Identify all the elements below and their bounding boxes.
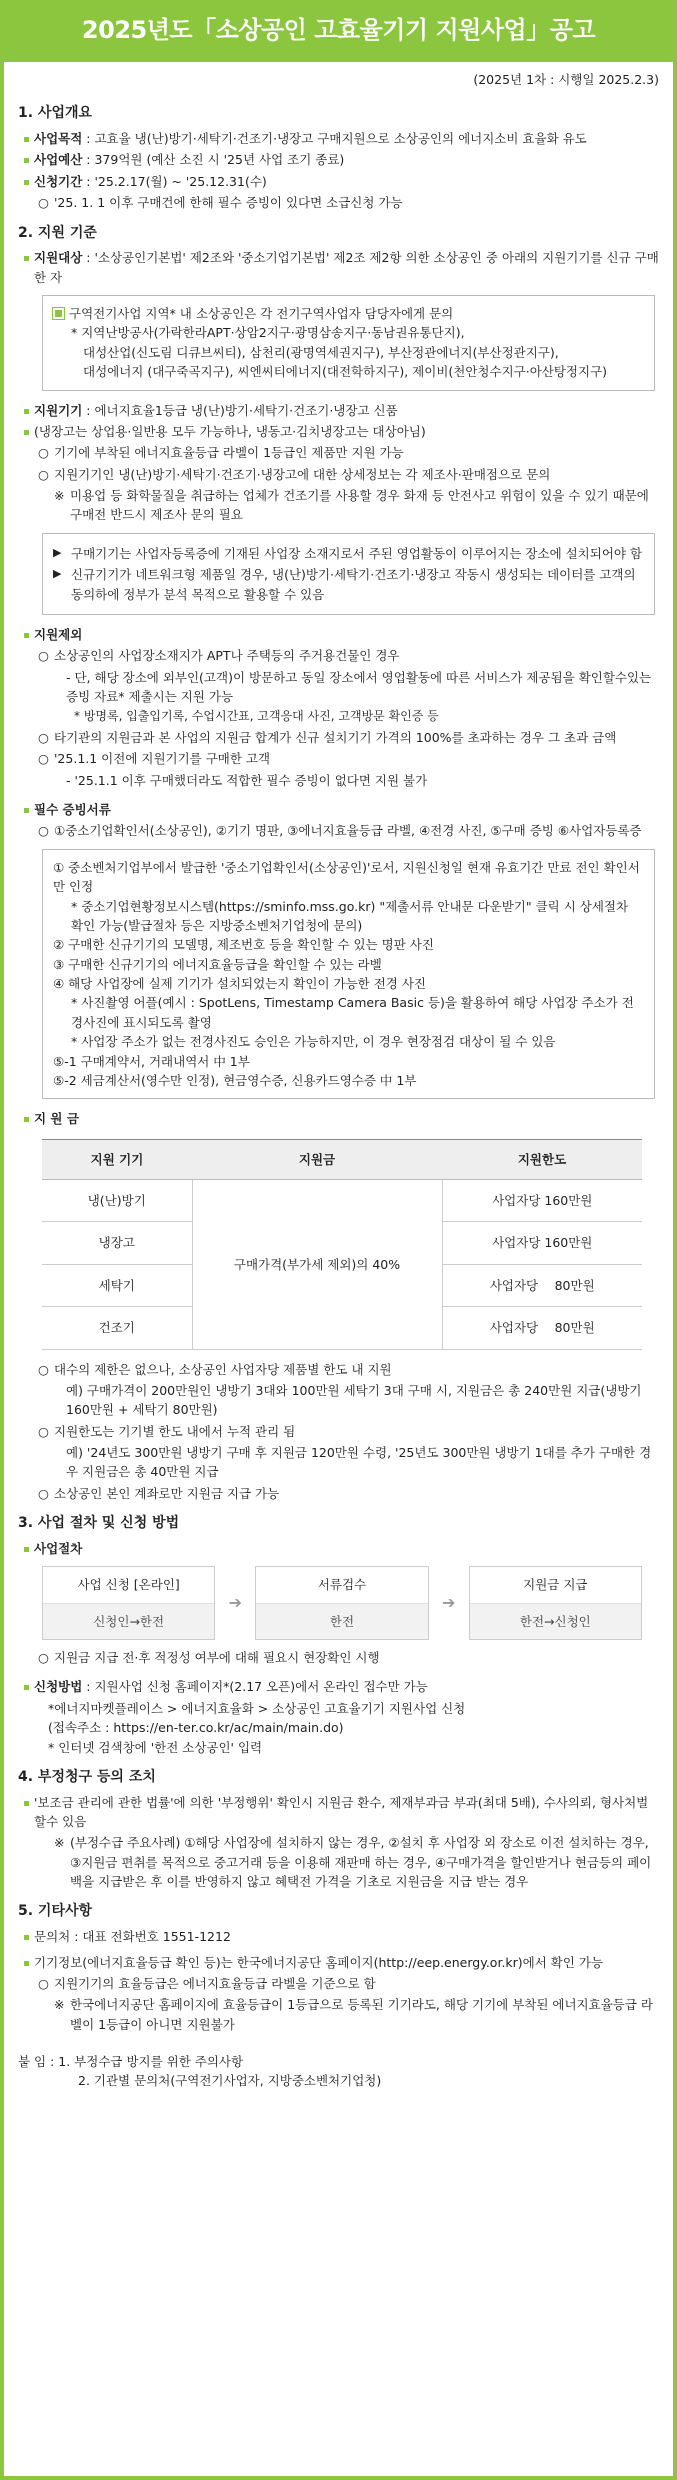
region-line: 대성산업(신도림 디큐브씨티), 삼천리(광명역세권지구), 부산정관에너지(부산정관지구), xyxy=(83,344,559,360)
device-note xyxy=(18,422,659,441)
exclude-condition-2: ○ 타기관의 지원금과 본 사업의 지원금 합계가 신규 설치기기 가격의 100%를 초과하는 경우 그 초과 금액 xyxy=(18,728,659,747)
square-bullet-icon xyxy=(53,308,64,319)
support-condition-2: ○ 지원한도는 기기별 한도 내에서 누적 관리 됨 xyxy=(18,1422,659,1441)
period-item xyxy=(18,172,659,191)
arrow-right-icon: ➔ xyxy=(441,1592,456,1612)
device-item xyxy=(18,401,659,420)
target-text: : '소상공인기본법' 제2조와 '중소기업기본법' 제2조 제2항 의한 소상공인 중 아래의 지원기기를 신규 구매한 자 xyxy=(34,250,659,285)
docs-line: ⑤-2 세금계산서(영수만 인정), 현금영수증, 신용카드영수증 中 1부 xyxy=(53,1072,417,1088)
purpose-item xyxy=(18,129,659,148)
process-step-actor: 한전 xyxy=(256,1604,427,1639)
table-cell-limit: 사업자당 80만원 xyxy=(442,1307,642,1349)
budget-label: 사업예산 xyxy=(34,152,83,168)
table-header: 지원 기기 xyxy=(42,1139,192,1179)
process-label: 사업절차 xyxy=(34,1540,83,1556)
exclude-item xyxy=(18,625,659,644)
table-row xyxy=(42,1180,642,1222)
region-box xyxy=(42,295,655,391)
table-cell-device: 세탁기 xyxy=(42,1264,192,1306)
section-4-title: 4. 부정청구 등의 조치 xyxy=(18,1768,156,1785)
docs-line: * 중소기업현황정보시스템(https://sminfo.mss.go.kr) "제출서류 안내문 다운받기" 클릭 시 상세절차 확인 가능(발급절차 등은 지방중소벤처기업청에 문의) xyxy=(71,898,629,933)
method-label: 신청방법 xyxy=(34,1679,83,1695)
purpose-text: : 고효율 냉(난)방기·세탁기·건조기·냉장고 구매지원으로 소상공인의 에너지소비 효율화 유도 xyxy=(82,131,587,147)
docs-label: 필수 증빙서류 xyxy=(34,802,111,818)
table-cell-amount: 구매가격(부가세 제외)의 40% xyxy=(192,1180,442,1350)
exclude-detail-1: - 단, 해당 장소에 외부인(고객)이 방문하고 동일 장소에서 영업활동에 따른 서비스가 제공됨을 확인할수있는 증빙 자료* 제출시는 지원 가능 xyxy=(66,669,652,704)
exclude-note-1: * 방명록, 입출입기록, 수업시간표, 고객응대 사진, 고객방문 확인증 등 xyxy=(74,709,439,724)
exclude-condition-1: ○ 소상공인의 사업장소재지가 APT나 주택등의 주거용건물인 경우 xyxy=(18,646,659,665)
device-condition-2: ○ 지원기기인 냉(난)방기·세탁기·건조기·냉장고에 대한 상세정보는 각 제조사·판매점으로 문의 xyxy=(18,465,659,484)
arrow-right-icon: ➔ xyxy=(228,1592,243,1612)
support-table xyxy=(42,1139,642,1350)
support-example-1: 예) 구매가격이 200만원인 냉방기 3대와 100만원 세탁기 3대 구매 시, 지원금은 총 240만원 지급(냉방기 160만원 + 세탁기 80만원) xyxy=(66,1382,642,1418)
section-3-title: 3. 사업 절차 및 신청 방법 xyxy=(18,1515,180,1532)
exclude-label: 지원제외 xyxy=(34,626,83,642)
round-info: (2025년 1차 : 시행일 2025.2.3) xyxy=(473,72,659,87)
table-cell-device: 건조기 xyxy=(42,1307,192,1349)
docs-line: ① 중소벤처기업부에서 발급한 '중소기업확인서(소상공인)'로서, 지원신청일 현재 유효기간 만료 전인 확인서만 인정 xyxy=(53,859,640,895)
period-note: ○ '25. 1. 1 이후 구매건에 한해 필수 증빙이 있다면 소급신청 가능 xyxy=(18,193,659,212)
support-condition-3: ○ 소상공인 본인 계좌로만 지원금 지급 가능 xyxy=(18,1484,659,1503)
process-step-actor: 신청인→한전 xyxy=(43,1604,214,1639)
info-item: 기기정보(에너지효율등급 확인 등)는 한국에너지공단 홈페이지(http://eep.energy.or.kr)에서 확인 가능 xyxy=(18,1953,659,1972)
period-label: 신청기간 xyxy=(34,173,83,189)
support-item xyxy=(18,1109,659,1128)
docs-item xyxy=(18,800,659,819)
process-item xyxy=(18,1539,659,1558)
docs-line: ② 구매한 신규기기의 모델명, 제조번호 등을 확인할 수 있는 명판 사진 xyxy=(53,937,434,953)
docs-line: * 사진촬영 어플(예시 : SpotLens, Timestamp Camera Basic 등)을 활용하여 해당 사업장 주소가 전경사진에 표시되도록 촬영 xyxy=(71,995,634,1030)
table-cell-limit: 사업자당 160만원 xyxy=(442,1222,642,1264)
docs-line: ⑤-1 구매계약서, 거래내역서 中 1부 xyxy=(53,1053,250,1069)
process-step xyxy=(255,1566,428,1640)
fraud-reference: ※ (부정수급 주요사례) ①해당 사업장에 설치하지 않는 경우, ②설치 후 사업장 외 장소로 이전 설치하는 경우, ③지원금 편취를 목적으로 중고거래 등을 이용해 재판매 하는 경우, ④구매가격을 할인받거나 현금등의 페이백을 지급받은 후 이를 반영하지 않고 혜택전 가격을 기초로 지원금을 지급 받는 경우 xyxy=(18,1833,659,1891)
exclude-condition-3: ○ '25.1.1 이전에 지원기기를 구매한 고객 xyxy=(18,749,659,768)
docs-line: * 사업장 주소가 없는 전경사진도 승인은 가능하지만, 이 경우 현장점검 대상이 될 수 있음 xyxy=(71,1034,556,1050)
table-cell-device: 냉(난)방기 xyxy=(42,1180,192,1222)
table-header-row xyxy=(42,1139,642,1179)
info-condition: ○ 지원기기의 효율등급은 에너지효율등급 라벨을 기준으로 함 xyxy=(18,1974,659,1993)
device-note-text: (냉장고는 상업용·일반용 모두 가능하나, 냉동고·김치냉장고는 대상아님) xyxy=(34,423,426,439)
process-flow xyxy=(42,1566,642,1640)
docs-box xyxy=(42,849,655,1100)
attachment-2: 2. 기관별 문의처(구역전기사업자, 지방중소벤처기업청) xyxy=(78,2073,382,2089)
device-label: 지원기기 xyxy=(34,402,83,418)
method-text: : 지원사업 신청 홈페이지*(2.17 오픈)에서 온라인 접수만 가능 xyxy=(82,1679,428,1695)
table-header: 지원한도 xyxy=(442,1139,642,1179)
process-step-title: 지원금 지급 xyxy=(470,1567,641,1603)
device-condition-1: ○ 기기에 부착된 에너지효율등급 라벨이 1등급인 제품만 지원 가능 xyxy=(18,443,659,462)
region-title xyxy=(53,304,644,323)
info-reference: ※ 한국에너지공단 홈페이지에 효율등급이 1등급으로 등록된 기기라도, 해당 기기에 부착된 에너지효율등급 라벨이 1등급이 아니면 지원불가 xyxy=(18,1995,659,2034)
section-2-title: 2. 지원 기준 xyxy=(18,224,97,241)
process-step-title: 사업 신청 [온라인] xyxy=(43,1567,214,1603)
inquiry-item: 문의처 : 대표 전화번호 1551-1212 xyxy=(18,1927,659,1946)
install-rule-1: ▶ 구매기기는 사업자등록증에 기재된 사업장 소재지로서 주된 영업활동이 이루어지는 장소에 설치되어야 함 xyxy=(53,544,644,563)
target-item xyxy=(18,248,659,287)
process-step-title: 서류검수 xyxy=(256,1567,427,1603)
region-line: * 지역난방공사(가락한라APT·상암2지구·광명삼송지구·동남권유통단지), xyxy=(71,325,465,341)
section-1-title: 1. 사업개요 xyxy=(18,105,93,122)
install-box xyxy=(42,533,655,615)
region-title-text: 구역전기사업 지역* 내 소상공인은 각 전기구역사업자 담당자에게 문의 xyxy=(69,306,454,321)
period-text: : '25.2.17(월) ~ '25.12.31(수) xyxy=(82,173,267,189)
process-step xyxy=(469,1566,642,1640)
section-5-title: 5. 기타사항 xyxy=(18,1903,93,1920)
device-reference: ※ 미용업 등 화학물질을 취급하는 업체가 건조기를 사용할 경우 화재 등 안전사고 위험이 있을 수 있기 때문에 구매전 반드시 제조사 문의 필요 xyxy=(18,486,659,525)
table-cell-device: 냉장고 xyxy=(42,1222,192,1264)
docs-line: ④ 해당 사업장에 실제 기기가 설치되었는지 확인이 가능한 전경 사진 xyxy=(53,976,426,992)
table-cell-limit: 사업자당 80만원 xyxy=(442,1264,642,1306)
budget-text: : 379억원 (예산 소진 시 '25년 사업 조기 종료) xyxy=(82,152,345,168)
process-step xyxy=(42,1566,215,1640)
install-rule-2: ▶ 신규기기가 네트워크형 제품일 경우, 냉(난)방기·세탁기·건조기·냉장고 작동시 생성되는 데이터를 고객의 동의하에 정부가 분석 목적으로 활용할 수 있음 xyxy=(53,565,644,604)
page-title-text: 2025년도「소상공인 고효율기기 지원사업」공고 xyxy=(81,16,596,45)
attachment-1: 붙 임 : 1. 부정수급 방지를 위한 주의사항 xyxy=(18,2054,244,2070)
table-header: 지원금 xyxy=(192,1139,442,1179)
process-step-actor: 한전→신청인 xyxy=(470,1604,641,1639)
table-cell-limit: 사업자당 160만원 xyxy=(442,1180,642,1222)
method-sub: (접속주소 : https://en-ter.co.kr/ac/main/main.do) xyxy=(48,1720,344,1736)
docs-list: ○ ①중소기업확인서(소상공인), ②기기 명판, ③에너지효율등급 라벨, ④전경 사진, ⑤구매 증빙 ⑥사업자등록증 xyxy=(18,821,659,840)
attachments xyxy=(18,2052,659,2091)
support-label: 지 원 금 xyxy=(34,1111,79,1127)
support-condition-1: ○ 대수의 제한은 없으나, 소상공인 사업자당 제품별 한도 내 지원 xyxy=(18,1360,659,1379)
fraud-main: '보조금 관리에 관한 법률'에 의한 '부정행위' 확인시 지원금 환수, 제재부과금 부과(최대 5배), 수사의뢰, 형사처벌 할수 있음 xyxy=(18,1793,659,1832)
region-line: 대성에너지 (대구죽곡지구), 씨엔씨티에너지(대전학하지구), 제이비(천안청수지구·아산탕정지구) xyxy=(83,364,608,380)
target-label: 지원대상 xyxy=(34,250,83,266)
page-title xyxy=(4,0,673,62)
method-sub: *에너지마켓플레이스 > 에너지효율화 > 소상공인 고효율기기 지원사업 신청 xyxy=(48,1700,466,1716)
budget-item xyxy=(18,150,659,169)
method-item xyxy=(18,1677,659,1696)
method-sub: * 인터넷 검색창에 '한전 소상공인' 입력 xyxy=(48,1739,263,1755)
purpose-label: 사업목적 xyxy=(34,131,83,147)
device-text: : 에너지효율1등급 냉(난)방기·세탁기·건조기·냉장고 신품 xyxy=(82,402,398,418)
process-note: ○ 지원금 지급 전·후 적정성 여부에 대해 필요시 현장확인 시행 xyxy=(18,1648,659,1667)
notice-content xyxy=(4,62,673,2091)
support-example-2: 예) '24년도 300만원 냉방기 구매 후 지원금 120만원 수령, '25년도 300만원 냉방기 1대를 추가 구매한 경우 지원금은 총 40만원 지급 xyxy=(66,1445,652,1480)
exclude-detail-3: - '25.1.1 이후 구매했더라도 적합한 필수 증빙이 없다면 지원 불가 xyxy=(66,772,428,788)
docs-line: ③ 구매한 신규기기의 에너지효율등급을 확인할 수 있는 라벨 xyxy=(53,956,382,972)
